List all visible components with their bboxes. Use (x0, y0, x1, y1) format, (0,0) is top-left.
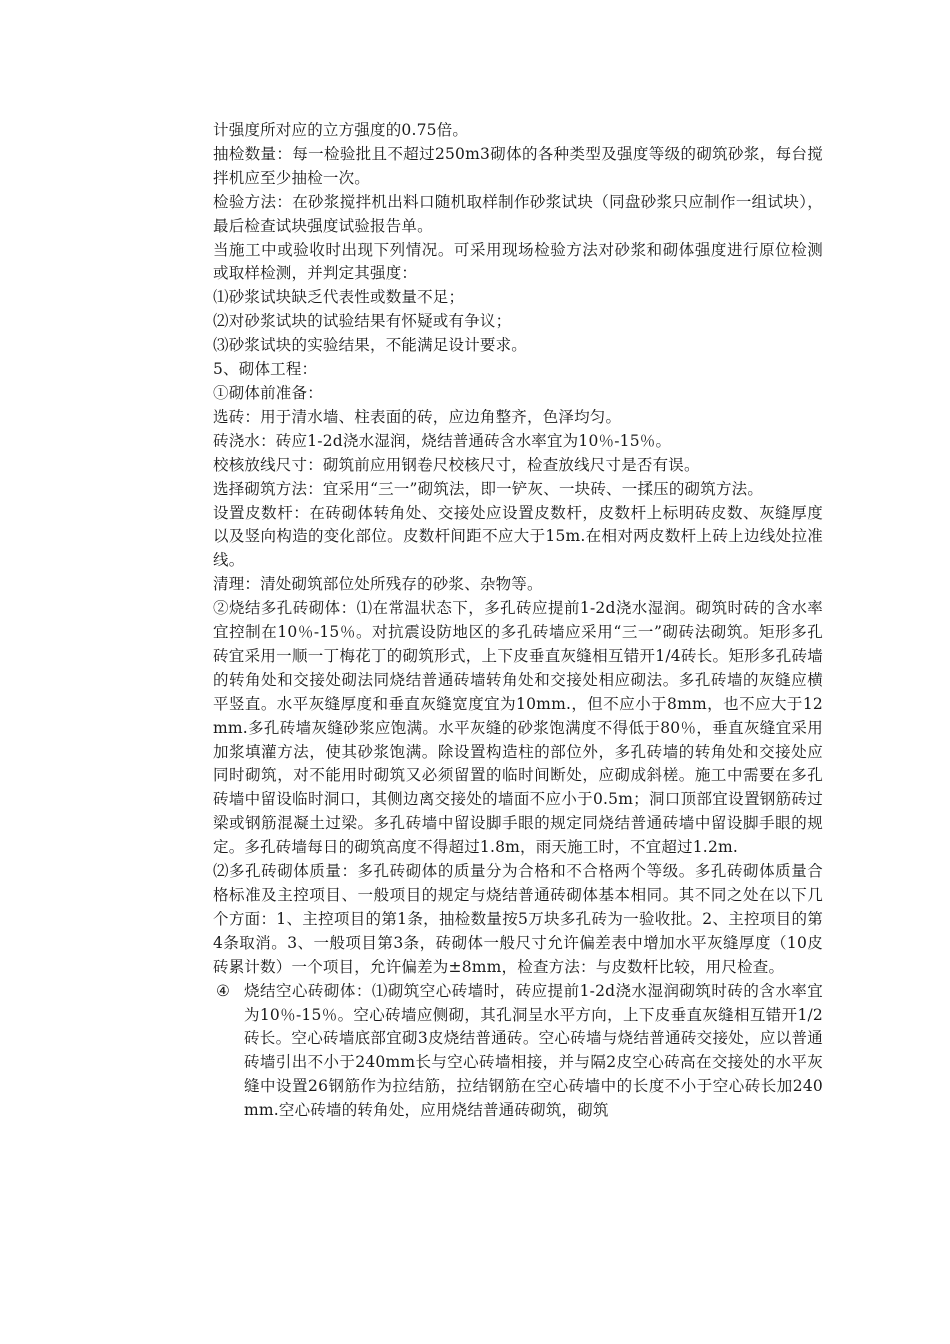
paragraph-hollow-brick-masonry: 烧结空心砖砌体：⑴砌筑空心砖墙时，砖应提前1-2d浇水湿润砌筑时砖的含水率宜为10％-15％。空心砖墙应侧砌，其孔洞呈水平方向，上下皮垂直灰缝相互错开1/2砖长。空心砖墙底部宜砌3皮烧结普通砖。空心砖墙与烧结普通砖交接处，应以普通砖墙引出不小于240mm长与空心砖墙相接，并与隔2皮空心砖高在交接处的水平灰缝中设置26钢筋作为拉结筋，拉结钢筋在空心砖墙中的长度不小于空心砖长加240mm.空心砖墙的转角处，应用烧结普通砖砌筑，砌筑 (244, 981, 823, 1120)
list-item-condition-2: ⑵对砂浆试块的试验结果有怀疑或有争议； (213, 312, 512, 331)
paragraph-brick-selection: 选砖：用于清水墙、柱表面的砖，应边角整齐，色泽均匀。 (213, 407, 622, 426)
paragraph-inspection-method: 检验方法：在砂浆搅拌机出料口随机取样制作砂浆试块（同盘砂浆只应制作一组试块），最后检查试块强度试验报告单。 (213, 192, 823, 235)
paragraph-perforated-brick-quality: ⑵多孔砖砌体质量：多孔砖砌体的质量分为合格和不合格两个等级。多孔砖砌体质量合格标准及主控项目、一般项目的规定与烧结普通砖砌体基本相同。其不同之处在以下几个方面：1、主控项目的第1条，抽检数量按5万块多孔砖为一验收批。2、主控项目的第4条取消。3、一般项目第3条，砖砌体一般尺寸允许偏差表中增加水平灰缝厚度（10皮砖累计数）一个项目，允许偏差为±8mm，检查方法：与皮数杆比较，用尺检查。 (213, 862, 823, 976)
paragraph-perforated-brick-masonry: ②烧结多孔砖砌体：⑴在常温状态下，多孔砖应提前1-2d浇水湿润。砌筑时砖的含水率宜控制在10％-15％。对抗震设防地区的多孔砖墙应采用“三一”砌砖法砌筑。矩形多孔砖宜采用一顺一丁梅花丁的砌筑形式，上下皮垂直灰缝相互错开1/4砖长。矩形多孔砖墙的转角处和交接处砌法同烧结普通砖墙转角处和交接处相应砌法。多孔砖墙的灰缝应横平竖直。水平灰缝厚度和垂直灰缝宽度宜为10mm.，但不应小于8mm，也不应大于12mm.多孔砖墙灰缝砂浆应饱满。水平灰缝的砂浆饱满度不得低于80％，垂直灰缝宜采用加浆填灌方法，使其砂浆饱满。除设置构造柱的部位外，多孔砖墙的转角处和交接处应同时砌筑，对不能用时砌筑又必须留置的临时间断处，应砌成斜槎。施工中需要在多孔砖墙中留设临时洞口，其侧边离交接处的墙面不应小于0.5m；洞口顶部宜设置钢筋砖过梁或钢筋混凝土过梁。多孔砖墙中留设脚手眼的规定同烧结普通砖墙中留设脚手眼的规定。多孔砖墙每日的砌筑高度不得超过1.8m，雨天施工时，不宜超过1.2m. (213, 599, 823, 857)
subheading-preparation: ①砌体前准备： (213, 383, 323, 402)
section-heading-masonry: 5、砌体工程： (213, 360, 318, 379)
paragraph-cleanup: 清理：清处砌筑部位处所残存的砂浆、杂物等。 (213, 575, 543, 594)
paragraph-story-pole: 设置皮数杆：在砖砌体转角处、交接处应设置皮数杆，皮数杆上标明砖皮数、灰缝厚度以及竖向构造的变化部位。皮数杆间距不应大于15m.在相对两皮数杆上砖上边线处拉准线。 (213, 503, 823, 570)
document-body (213, 119, 823, 1123)
paragraph-strength-ratio: 计强度所对应的立方强度的0.75倍。 (213, 121, 469, 139)
list-item-hollow-brick (213, 980, 823, 1123)
paragraph-sampling-quantity: 抽检数量：每一检验批且不超过250m3砌体的各种类型及强度等级的砌筑砂浆，每台搅拌机应至少抽检一次。 (213, 144, 823, 187)
paragraph-layout-check: 校核放线尺寸：砌筑前应用钢卷尺校核尺寸，检查放线尺寸是否有误。 (213, 455, 700, 474)
paragraph-onsite-testing: 当施工中或验收时出现下列情况。可采用现场检验方法对砂浆和砌体强度进行原位检测或取样检测，并判定其强度： (213, 240, 823, 283)
paragraph-method-selection: 选择砌筑方法：宜采用“三一”砌筑法，即一铲灰、一块砖、一揉压的砌筑方法。 (213, 479, 764, 498)
list-marker: ④ (216, 981, 231, 1000)
list-item-condition-3: ⑶砂浆试块的实验结果，不能满足设计要求。 (213, 336, 528, 355)
list-item-condition-1: ⑴砂浆试块缺乏代表性或数量不足； (213, 288, 465, 307)
paragraph-brick-watering: 砖浇水：砖应1-2d浇水湿润，烧结普通砖含水率宜为10％-15％。 (213, 431, 672, 450)
